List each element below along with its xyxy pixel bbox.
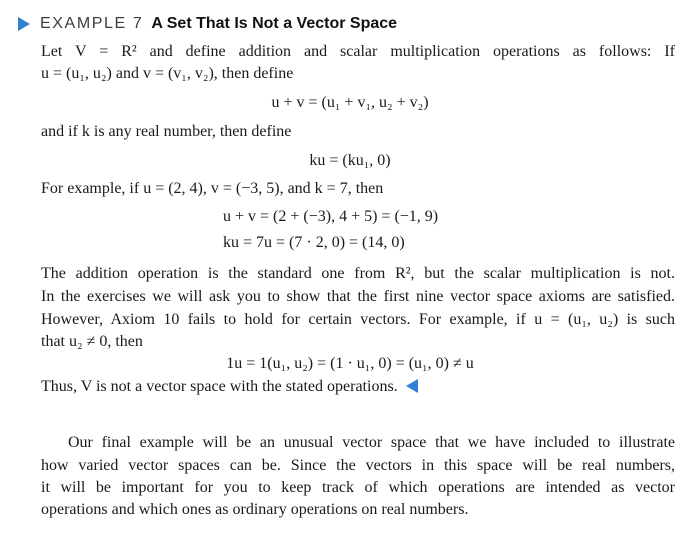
intro-line-1: Let V = R² and define addition and scalar multiplication operations as follows: If [41, 43, 675, 60]
example-line: For example, if u = (2, 4), v = (−3, 5), and k = 7, then [41, 180, 384, 197]
body-line-4: that u₂ ≠ 0, then [41, 333, 143, 350]
equation-scalar: ku = (ku₁, 0) [309, 152, 391, 169]
intro-line-3: and if k is any real number, then define [41, 123, 292, 140]
conclusion-text: Thus, V is not a vector space with the stated operations. [41, 378, 398, 395]
body-line-1: The addition operation is the standard one from R², but the scalar multiplication is not. [41, 265, 675, 282]
final-line-3: it will be important for you to keep track of which operations are intended as vector [41, 479, 675, 496]
example-label: EXAMPLE 7 [40, 15, 144, 32]
conclusion-line [41, 376, 418, 397]
example-heading [18, 12, 397, 36]
play-triangle-icon [18, 17, 30, 31]
body-line-2: In the exercises we will ask you to show that the first nine vector space axioms are satisfied. [41, 288, 675, 305]
equation-axiom-10: 1u = 1(u₁, u₂) = (1 · u₁, 0) = (u₁, 0) ≠ u [226, 355, 474, 372]
body-line-3: However, Axiom 10 fails to hold for certain vectors. For example, if u = (u₁, u₂) is such [41, 311, 675, 328]
final-line-1: Our final example will be an unusual vector space that we have included to illustrate [68, 434, 675, 451]
final-line-4: operations and which ones as ordinary operations on real numbers. [41, 501, 469, 518]
equation-example-scalar: ku = 7u = (7 · 2, 0) = (14, 0) [223, 234, 405, 251]
final-line-2: how varied vector spaces can be. Since the vectors in this space will be real numbers, [41, 457, 675, 474]
equation-addition: u + v = (u₁ + v₁, u₂ + v₂) [271, 94, 429, 111]
end-of-example-triangle-icon [406, 379, 418, 393]
intro-line-2: u = (u₁, u₂) and v = (v₁, v₂), then define [41, 65, 294, 82]
example-title: A Set That Is Not a Vector Space [151, 15, 398, 32]
equation-example-sum: u + v = (2 + (−3), 4 + 5) = (−1, 9) [223, 208, 439, 225]
